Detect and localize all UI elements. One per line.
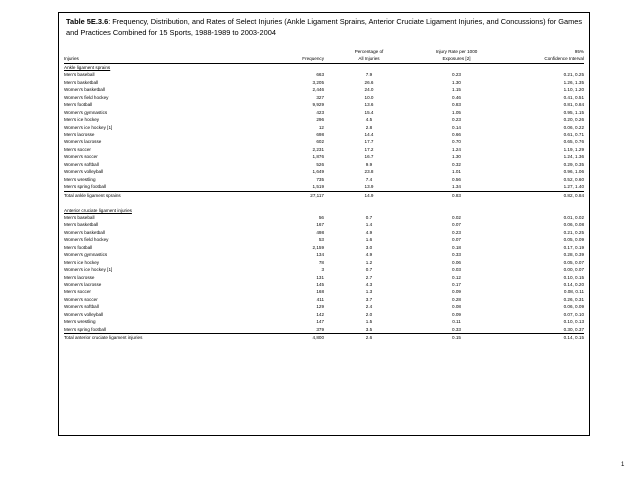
table-cell: 3.0: [365, 244, 373, 250]
table-cell: 0.21, 0.25: [563, 72, 584, 78]
table-row: [64, 131, 584, 138]
table-row: [64, 94, 584, 101]
injury-table: [64, 48, 584, 342]
table-cell: 7.4: [365, 176, 373, 182]
table-cell: 2,446: [312, 87, 324, 93]
table-cell: 1.27, 1.40: [563, 184, 584, 190]
table-cell: 0.61, 0.71: [563, 131, 584, 137]
table-cell: 0.00, 0.07: [563, 267, 584, 273]
table-cell: 15.4: [364, 109, 374, 115]
table-cell: 13.9: [364, 184, 374, 190]
table-cell: 0.20, 0.26: [563, 117, 584, 123]
table-caption: : Frequency, Distribution, and Rates of Select Injuries (Ankle Ligament Sprains, Anterior Cruciate Ligament Injuries, and Concussions) for Games and Practices Combined for 15 Sports, 1988-1989 to 2003-2004: [66, 17, 583, 37]
header-cell: [64, 48, 234, 55]
table-cell: 0.52, 0.60: [563, 176, 584, 182]
table-cell: 4.9: [365, 252, 373, 258]
table-row: [64, 153, 584, 160]
table-cell: Men's baseball: [64, 72, 95, 78]
table-cell: 0.33: [452, 252, 461, 258]
table-row: [64, 318, 584, 325]
table-cell: 1,876: [312, 154, 324, 160]
table-cell: 9.9: [365, 161, 373, 167]
table-cell: Women's lacrosse: [64, 282, 102, 288]
table-cell: 0.15: [414, 334, 499, 342]
table-cell: [499, 199, 584, 206]
table-cell: 0.05, 0.07: [563, 259, 584, 265]
table-row: [64, 101, 584, 108]
table-cell: 0.06, 0.09: [563, 304, 584, 310]
table-cell: 53: [318, 237, 324, 243]
table-cell: 498: [316, 229, 324, 235]
table-cell: 0.12: [452, 274, 461, 280]
table-cell: 0.07: [452, 222, 461, 228]
table-cell: 1.01: [452, 169, 461, 175]
header-cell: 95%: [574, 49, 584, 54]
table-row: [64, 71, 584, 78]
table-cell: 0.17, 0.19: [563, 244, 584, 250]
table-cell: 0.09: [452, 311, 461, 317]
total-row: [64, 191, 584, 199]
table-row: [64, 146, 584, 153]
header-row-top: [64, 48, 584, 55]
section-heading: Ankle ligament sprains: [64, 64, 111, 70]
table-cell: 1.19, 1.29: [563, 146, 584, 152]
table-cell: 0.23: [452, 72, 461, 78]
table-cell: 2,231: [312, 146, 324, 152]
table-title: [66, 16, 584, 38]
table-row: [64, 221, 584, 228]
table-cell: 27,117: [234, 191, 324, 199]
table-cell: 10.0: [364, 94, 374, 100]
table-cell: 0.06: [452, 259, 461, 265]
table-cell: 0.08: [452, 304, 461, 310]
table-cell: Men's spring football: [64, 326, 106, 332]
table-cell: 0.32: [452, 161, 461, 167]
table-cell: 4.5: [365, 117, 373, 123]
table-cell: 13.6: [364, 102, 374, 108]
table-cell: 3.5: [365, 326, 373, 332]
header-row-bottom: [64, 55, 584, 63]
section-heading-row: [64, 207, 584, 214]
table-cell: 327: [316, 94, 324, 100]
header-cell: Injury Rate per 1000: [435, 49, 478, 54]
table-cell: 296: [316, 117, 324, 123]
table-cell: Women's basketball: [64, 229, 105, 235]
table-cell: 0.08, 0.11: [563, 289, 584, 295]
table-cell: 0.41, 0.51: [563, 94, 584, 100]
table-cell: Men's wrestling: [64, 319, 96, 325]
table-cell: 1.4: [365, 222, 373, 228]
header-cell: Injuries: [64, 55, 234, 63]
table-cell: [414, 199, 499, 206]
table-cell: 56: [318, 214, 324, 220]
table-cell: 0.29, 0.35: [563, 161, 584, 167]
table-row: [64, 236, 584, 243]
table-cell: 1,649: [312, 169, 324, 175]
table-cell: 1,519: [312, 184, 324, 190]
table-cell: Women's field hockey: [64, 94, 109, 100]
table-cell: 4.3: [365, 282, 373, 288]
table-cell: 0.10, 0.13: [563, 319, 584, 325]
table-cell: 167: [316, 222, 324, 228]
table-cell: 9,929: [312, 102, 324, 108]
table-cell: 0.14, 0.15: [499, 334, 584, 342]
table-cell: Total ankle ligament sprains: [64, 191, 234, 199]
table-cell: 0.07: [452, 237, 461, 243]
table-cell: Women's field hockey: [64, 237, 109, 243]
table-cell: 735: [316, 176, 324, 182]
table-cell: 1.24: [452, 146, 461, 152]
table-cell: Men's soccer: [64, 289, 91, 295]
table-cell: 142: [316, 311, 324, 317]
table-cell: 145: [316, 282, 324, 288]
table-cell: 1.34: [452, 184, 461, 190]
table-cell: 698: [316, 131, 324, 137]
table-cell: Men's basketball: [64, 79, 99, 85]
header-cell: Exposures [2]: [414, 55, 499, 63]
table-cell: 1.30: [452, 154, 461, 160]
table-cell: 0.21, 0.25: [563, 229, 584, 235]
table-number: Table 5E.3.6: [66, 17, 109, 26]
table-row: [64, 244, 584, 251]
table-cell: 1.5: [365, 319, 373, 325]
table-cell: Women's volleyball: [64, 311, 104, 317]
table-cell: 411: [316, 296, 324, 302]
table-cell: 0.66: [452, 131, 461, 137]
table-cell: 0.02: [452, 214, 461, 220]
total-row: [64, 334, 584, 342]
table-cell: 0.70: [452, 139, 461, 145]
table-cell: 7.9: [365, 72, 373, 78]
table-cell: 147: [316, 319, 324, 325]
table-cell: 0.30, 0.37: [563, 326, 584, 332]
table-cell: Men's wrestling: [64, 176, 96, 182]
table-cell: 3: [321, 267, 324, 273]
table-cell: 16.7: [364, 154, 374, 160]
table-cell: 602: [316, 139, 324, 145]
table-cell: 17.2: [364, 146, 374, 152]
table-row: [64, 251, 584, 258]
spacer-row: [64, 199, 584, 206]
table-cell: 0.11: [452, 319, 461, 325]
table-cell: Men's ice hockey: [64, 259, 100, 265]
table-cell: 526: [316, 161, 324, 167]
table-cell: 168: [316, 289, 324, 295]
table-cell: 0.83: [452, 102, 461, 108]
table-row: [64, 161, 584, 168]
table-cell: 0.23: [452, 117, 461, 123]
table-cell: Men's soccer: [64, 146, 91, 152]
table-cell: Women's soccer: [64, 154, 98, 160]
table-cell: 2.6: [324, 334, 414, 342]
table-row: [64, 124, 584, 131]
header-cell: [234, 48, 324, 55]
table-row: [64, 183, 584, 191]
table-cell: 17.7: [364, 139, 374, 145]
table-cell: 14.9: [324, 191, 414, 199]
table-row: [64, 79, 584, 86]
header-cell: Percentage of: [354, 49, 384, 54]
table-cell: 0.14: [452, 124, 461, 130]
table-cell: 0.03: [452, 267, 461, 273]
table-cell: 0.65, 0.76: [563, 139, 584, 145]
table-cell: 0.17: [452, 282, 461, 288]
table-cell: 0.01, 0.02: [563, 214, 584, 220]
table-cell: 3,205: [312, 79, 324, 85]
table-cell: 26.6: [364, 79, 374, 85]
table-cell: 0.06, 0.08: [563, 222, 584, 228]
table-cell: 663: [316, 72, 324, 78]
table-row: [64, 168, 584, 175]
table-cell: 1.10, 1.20: [563, 87, 584, 93]
header-cell: Frequency: [234, 55, 324, 63]
table-cell: [64, 199, 234, 206]
table-row: [64, 116, 584, 123]
table-cell: Men's football: [64, 102, 93, 108]
table-row: [64, 86, 584, 93]
table-row: [64, 303, 584, 310]
table-cell: Men's spring football: [64, 184, 106, 190]
table-cell: [234, 199, 324, 206]
table-cell: 0.56: [452, 176, 461, 182]
table-cell: Men's baseball: [64, 214, 95, 220]
table-cell: 423: [316, 109, 324, 115]
table-cell: Women's soccer: [64, 296, 98, 302]
table-cell: 1.6: [365, 237, 373, 243]
table-row: [64, 229, 584, 236]
table-cell: Men's ice hockey: [64, 117, 100, 123]
table-cell: Women's softball: [64, 161, 99, 167]
table-cell: Women's gymnastics: [64, 109, 108, 115]
table-cell: Men's basketball: [64, 222, 99, 228]
table-cell: 0.7: [365, 267, 373, 273]
table-cell: 0.7: [365, 214, 373, 220]
table-cell: 0.10, 0.15: [563, 274, 584, 280]
header-cell: All Injuries: [324, 55, 414, 63]
table-cell: 0.83: [414, 191, 499, 199]
table-cell: 1.26, 1.35: [563, 79, 584, 85]
table-cell: 1.2: [365, 259, 373, 265]
table-cell: 1.30: [452, 79, 461, 85]
table-cell: 131: [316, 274, 324, 280]
table-cell: 134: [316, 252, 324, 258]
table-cell: 0.82, 0.84: [499, 191, 584, 199]
table-row: [64, 326, 584, 334]
table-cell: 1.15: [452, 87, 461, 93]
section-heading: Anterior cruciate ligament injuries: [64, 207, 132, 213]
table-cell: 2.8: [365, 124, 373, 130]
table-row: [64, 281, 584, 288]
table-cell: 1.05: [452, 109, 461, 115]
table-cell: 2.4: [365, 304, 373, 310]
table-cell: 0.28: [452, 296, 461, 302]
table-cell: 23.8: [364, 169, 374, 175]
table-cell: 78: [318, 259, 324, 265]
section-heading-row: [64, 63, 584, 71]
table-row: [64, 296, 584, 303]
table-row: [64, 266, 584, 273]
table-cell: Women's softball: [64, 304, 99, 310]
table-cell: 0.18: [452, 244, 461, 250]
table-cell: Women's gymnastics: [64, 252, 108, 258]
table-cell: [324, 199, 414, 206]
table-cell: Men's lacrosse: [64, 274, 95, 280]
table-cell: 0.05, 0.09: [563, 237, 584, 243]
table-cell: 4.9: [365, 229, 373, 235]
table-row: [64, 288, 584, 295]
table-cell: Men's football: [64, 244, 93, 250]
table-cell: 379: [316, 326, 324, 332]
table-cell: 0.14, 0.20: [563, 282, 584, 288]
header-cell: Confidence Interval: [499, 55, 584, 63]
table-cell: 0.26, 0.31: [563, 296, 584, 302]
table-cell: Total anterior cruciate ligament injuries: [64, 334, 234, 342]
table-row: [64, 214, 584, 221]
table-row: [64, 274, 584, 281]
table-cell: 12: [318, 124, 324, 130]
table-cell: Women's lacrosse: [64, 139, 102, 145]
page-number: 1: [621, 462, 625, 468]
table-cell: 0.06, 0.22: [563, 124, 584, 130]
table-cell: 0.07, 0.10: [563, 311, 584, 317]
table-cell: Women's basketball: [64, 87, 105, 93]
table-cell: 1.3: [365, 289, 373, 295]
table-cell: 129: [316, 304, 324, 310]
table-cell: 2.0: [365, 311, 373, 317]
table-cell: 0.23: [452, 229, 461, 235]
table-row: [64, 109, 584, 116]
table-cell: Women's volleyball: [64, 169, 104, 175]
table-cell: 0.28, 0.39: [563, 252, 584, 258]
table-cell: 3.7: [365, 296, 373, 302]
table-cell: 2.7: [365, 274, 373, 280]
table-cell: 0.09: [452, 289, 461, 295]
table-cell: Men's lacrosse: [64, 131, 95, 137]
table-cell: 1.24, 1.36: [563, 154, 584, 160]
table-row: [64, 138, 584, 145]
table-cell: 24.0: [364, 87, 374, 93]
table-cell: 0.81, 0.84: [563, 102, 584, 108]
table-cell: 0.95, 1.15: [563, 109, 584, 115]
table-row: [64, 259, 584, 266]
table-row: [64, 311, 584, 318]
table-cell: 0.96, 1.06: [563, 169, 584, 175]
table-cell: Women's ice hockey [1]: [64, 124, 113, 130]
table-row: [64, 176, 584, 183]
table-cell: 2,159: [312, 244, 324, 250]
table-cell: 0.33: [452, 326, 461, 332]
table-cell: 14.4: [364, 131, 374, 137]
table-cell: 4,800: [234, 334, 324, 342]
table-cell: 0.46: [452, 94, 461, 100]
table-cell: Women's ice hockey [1]: [64, 267, 113, 273]
